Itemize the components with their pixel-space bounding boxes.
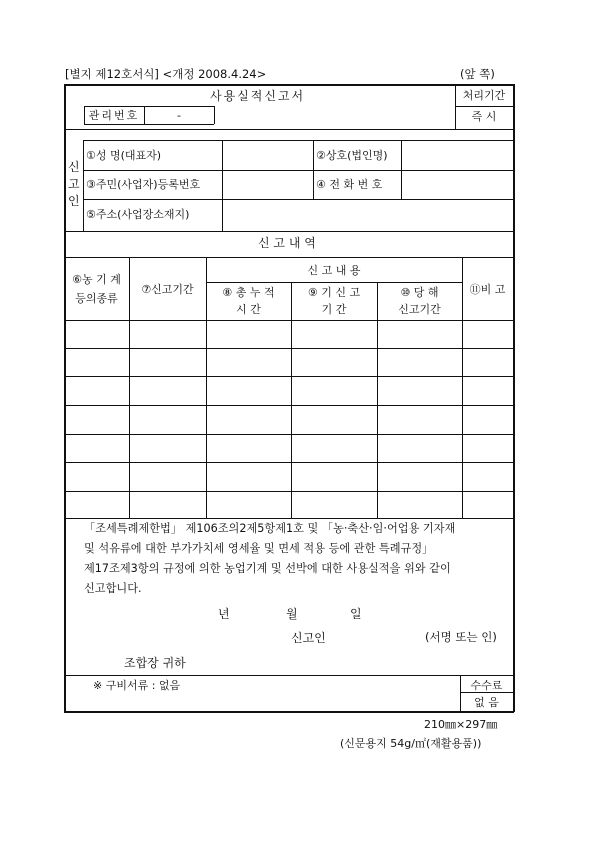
address-field[interactable] — [226, 209, 510, 221]
date-year-label: 년 — [218, 607, 230, 621]
date-month-label: 월 — [286, 607, 298, 621]
attachments-note: ※ 구비서류 : 없음 — [93, 679, 181, 692]
group-report-content: 신 고 내 용 — [307, 264, 361, 277]
table-cell[interactable] — [294, 384, 374, 398]
table-cell[interactable] — [67, 384, 126, 398]
paper-size: 210㎜×297㎜ — [424, 718, 498, 731]
statement-line-1: 「조세특례제한법」 제106조의2제5항제1호 및 「농·축산·임·어업용 기자재 — [84, 522, 456, 535]
table-cell[interactable] — [465, 328, 510, 342]
table-cell[interactable] — [209, 328, 288, 342]
paper-spec: (신문용지 54g/㎡(재활용품)) — [340, 737, 482, 750]
table-cell[interactable] — [132, 328, 203, 342]
table-cell[interactable] — [209, 470, 288, 484]
statement-line-4: 신고합니다. — [84, 582, 142, 595]
table-cell[interactable] — [209, 499, 288, 513]
reporter-group-label-3: 인 — [68, 194, 80, 208]
table-cell[interactable] — [465, 384, 510, 398]
phone-label: ④ 전 화 번 호 — [316, 178, 383, 191]
col-current-2: 신고기간 — [398, 303, 441, 316]
table-cell[interactable] — [294, 470, 374, 484]
table-cell[interactable] — [465, 499, 510, 513]
table-cell[interactable] — [67, 470, 126, 484]
processing-label: 처리기간 — [462, 89, 506, 102]
table-cell[interactable] — [67, 328, 126, 342]
page-side: (앞 쪽) — [460, 67, 495, 81]
col-current-1: ⑩ 당 해 — [400, 286, 439, 299]
col-previous-2: 기 간 — [321, 303, 347, 316]
company-field[interactable] — [404, 150, 510, 162]
table-cell[interactable] — [294, 413, 374, 427]
management-label: 관리번호 — [88, 109, 140, 122]
form-id: [별지 제12호서식] <개정 2008.4.24> — [65, 67, 267, 81]
table-cell[interactable] — [380, 442, 459, 456]
name-label: ①성 명(대표자) — [86, 149, 162, 162]
address-label: ⑤주소(사업장소재지) — [86, 208, 190, 221]
reporter-group-label-2: 고 — [68, 177, 80, 191]
table-cell[interactable] — [132, 499, 203, 513]
table-cell[interactable] — [380, 356, 459, 370]
table-cell[interactable] — [132, 356, 203, 370]
table-cell[interactable] — [294, 442, 374, 456]
col-previous-1: ⑨ 기 신 고 — [307, 286, 361, 299]
table-cell[interactable] — [132, 413, 203, 427]
table-cell[interactable] — [132, 442, 203, 456]
table-cell[interactable] — [294, 499, 374, 513]
table-cell[interactable] — [465, 442, 510, 456]
col-cumulative-2: 시 간 — [236, 303, 261, 316]
table-cell[interactable] — [380, 413, 459, 427]
phone-field[interactable] — [404, 179, 510, 191]
fee-label: 수수료 — [470, 679, 503, 692]
reporter-group-label-1: 신 — [68, 160, 80, 174]
table-cell[interactable] — [380, 470, 459, 484]
table-cell[interactable] — [209, 356, 288, 370]
col-report-period: ⑦신고기간 — [141, 283, 194, 296]
table-cell[interactable] — [465, 470, 510, 484]
col-machine-type-1: ⑥농 기 계 — [72, 273, 121, 286]
management-value[interactable]: - — [177, 109, 181, 122]
table-cell[interactable] — [67, 356, 126, 370]
reporter-sign-label: 신고인 — [291, 631, 326, 645]
table-cell[interactable] — [67, 499, 126, 513]
date-day-label: 일 — [350, 607, 362, 621]
name-field[interactable] — [226, 150, 310, 162]
table-cell[interactable] — [380, 384, 459, 398]
details-title: 신 고 내 역 — [258, 236, 316, 250]
table-cell[interactable] — [380, 499, 459, 513]
table-cell[interactable] — [380, 328, 459, 342]
table-cell[interactable] — [465, 356, 510, 370]
table-cell[interactable] — [67, 413, 126, 427]
addressee: 조합장 귀하 — [124, 656, 186, 670]
regno-field[interactable] — [226, 179, 310, 191]
col-machine-type-2: 등의종류 — [75, 292, 118, 305]
col-remarks: ⑪비 고 — [469, 283, 506, 296]
table-cell[interactable] — [132, 384, 203, 398]
processing-value: 즉 시 — [471, 110, 497, 123]
signature-label: (서명 또는 인) — [425, 630, 497, 644]
table-cell[interactable] — [67, 442, 126, 456]
table-cell[interactable] — [132, 470, 203, 484]
form-title: 사용실적신고서 — [210, 89, 306, 103]
statement-line-3: 제17조제3항의 규정에 의한 농업기계 및 선박에 대한 사용실적을 위와 같이 — [84, 562, 451, 575]
regno-label: ③주민(사업자)등록번호 — [86, 178, 201, 191]
table-cell[interactable] — [294, 328, 374, 342]
col-cumulative-1: ⑧ 총 누 적 — [222, 286, 275, 299]
table-cell[interactable] — [209, 384, 288, 398]
statement-line-2: 및 석유류에 대한 부가가치세 영세율 및 면세 적용 등에 관한 특례규정」 — [84, 542, 434, 555]
table-cell[interactable] — [294, 356, 374, 370]
table-cell[interactable] — [465, 413, 510, 427]
table-cell[interactable] — [209, 413, 288, 427]
fee-value: 없 음 — [474, 696, 499, 709]
company-label: ②상호(법인명) — [316, 149, 388, 162]
table-cell[interactable] — [209, 442, 288, 456]
